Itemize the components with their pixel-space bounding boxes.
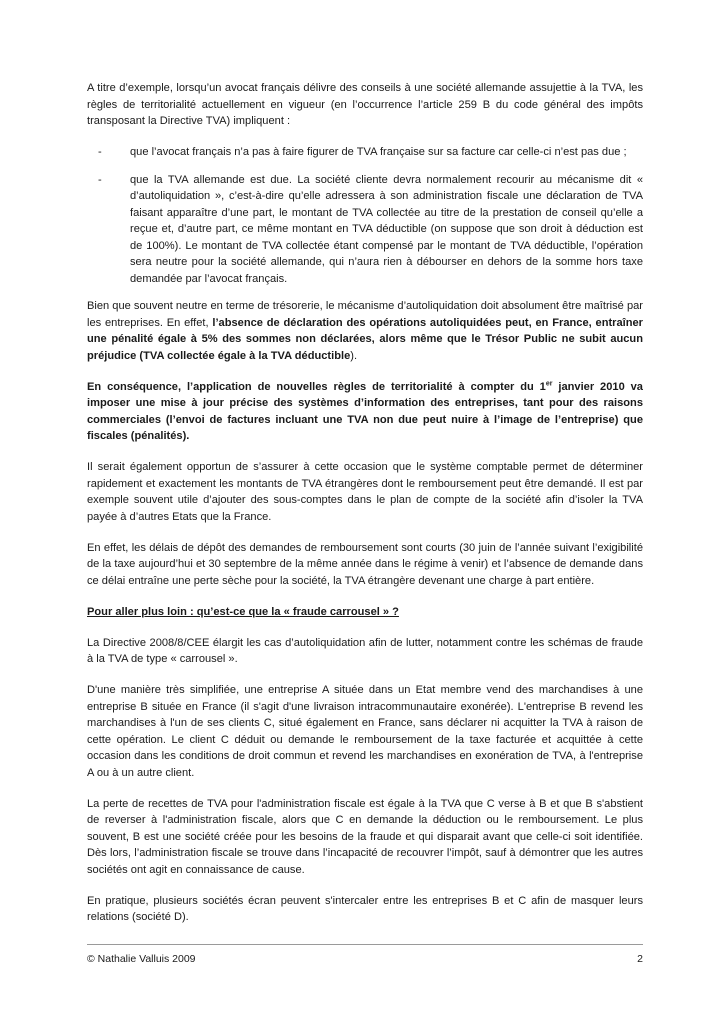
bullet-item: [87, 172, 643, 288]
footer-divider: [87, 944, 643, 945]
paragraph-accounting: Il serait également opportun de s’assurer à cette occasion que le système comptable permet de déterminer rapidement et exactement les montants de TVA étrangères dont le remboursement peut être demandé. Il est par exemple souvent utile d’ajouter des sous-comptes dans le plan de compte de la société afin d’isoler la TVA payée à d’autres Etats que la France.: [87, 461, 643, 523]
paragraph-autoliquidation: [87, 298, 643, 364]
dash-marker: -: [98, 146, 102, 158]
paragraph-text: En conséquence, l’application de nouvelles règles de territorialité à compter du 1: [87, 380, 546, 393]
bullet-text: que l’avocat français n’a pas à faire figurer de TVA française sur sa facture car celle-ci n’est pas due ;: [130, 146, 627, 158]
document-body: [87, 80, 643, 940]
page-number: 2: [637, 953, 643, 965]
bullet-list: [87, 144, 643, 287]
section-heading: Pour aller plus loin : qu’est-ce que la « fraude carrousel » ?: [87, 605, 399, 618]
paragraph-example: A titre d’exemple, lorsqu’un avocat français délivre des conseils à une société allemande assujettie à la TVA, les règles de territorialité actuellement en vigueur (en l’occurrence l’article 259 B du code général des impôts transposant la Directive TVA) impliquent :: [87, 82, 643, 127]
paragraph-directive: La Directive 2008/8/CEE élargit les cas d’autoliquidation afin de lutter, notamment contre les schémas de fraude à la TVA de type « carrousel ».: [87, 636, 643, 665]
footer-copyright: © Nathalie Valluis 2009: [87, 953, 196, 965]
bullet-text: que la TVA allemande est due. La société cliente devra normalement recourir au mécanisme dit « d’autoliquidation », c’est-à-dire qu’elle adressera à son administration fiscale une déclaration de TVA faisant apparaître d’une part, le montant de TVA collectée au titre de la prestation de conseil qu’elle a reçue et, d’autre part, ce même montant en TVA déductible (on suppose que son droit à déduction est de 100%). Le montant de TVA collectée étant compensé par le montant de TVA déductible, l’opération sera neutre pour la société allemande, qui n’aura rien à débourser en dehors de la somme hors taxe demandée par l’avocat français.: [130, 173, 643, 285]
paragraph-consequence: [87, 379, 643, 445]
dash-marker: -: [98, 173, 102, 186]
paragraph-scheme: D'une manière très simplifiée, une entreprise A située dans un Etat membre vend des marchandises à une entreprise B située en France (il s'agit d'une livraison intracommunautaire exonérée). L'entreprise B revend les marchandises à l'un de ses clients C, situé également en France, sans déclarer ni acquitter la TVA à raison de cette opération. Le client C déduit ou demande le remboursement de la taxe facturée et acquittée à cette occasion dans les conditions de droit commun et revend les marchandises en exonération de TVA, à l'entreprise A ou à un autre client.: [87, 684, 643, 779]
paragraph-text: janvier 2010 va imposer une mise à jour précise des systèmes d’information des entreprises, tant pour des raisons commerciales (l’envoi de factures incluant une TVA non due peut nuire à l’image de l’entreprise) que fiscales (pénalités).: [87, 380, 643, 442]
paragraph-text: ).: [350, 349, 358, 362]
paragraph-text: Bien que souvent neutre en terme de trésorerie, le mécanisme d’autoliquidation doit absolument être maîtrisé par les entreprises. En effet,: [87, 300, 643, 329]
bullet-item: [87, 144, 643, 161]
paragraph-loss: La perte de recettes de TVA pour l'administration fiscale est égale à la TVA que C verse à B et que B s'abstient de reverser à l'administration fiscale, alors que C en demande la déduction ou le remboursement. Le plus souvent, B est une société créée pour les besoins de la fraude et qui disparait avant que celle-ci soit identifiée. Dès lors, l’administration fiscale se trouve dans l’incapacité de recouvrer l’impôt, sauf à démontrer que les autres sociétés ont agit en connaissance de cause.: [87, 797, 643, 876]
superscript: er: [545, 379, 553, 387]
bold-text: [87, 381, 643, 443]
paragraph-practice: En pratique, plusieurs sociétés écran peuvent s'intercaler entre les entreprises B et C afin de masquer leurs relations (société D).: [87, 894, 643, 923]
paragraph-deadlines: En effet, les délais de dépôt des demandes de remboursement sont courts (30 juin de l’année suivant l’exigibilité de la taxe aujourd’hui et 30 septembre de la même année dans le régime à venir) et l’absence de demande dans ce délai entraîne une perte sèche pour la société, la TVA étrangère devenant une charge à part entière.: [87, 541, 643, 587]
bold-text: l’absence de déclaration des opérations autoliquidées peut, en France, entraîner une pénalité égale à 5% des sommes non déclarées, alors même que le Trésor Public ne subit aucun préjudice (TVA collectée égale à la TVA déductible: [87, 316, 643, 362]
